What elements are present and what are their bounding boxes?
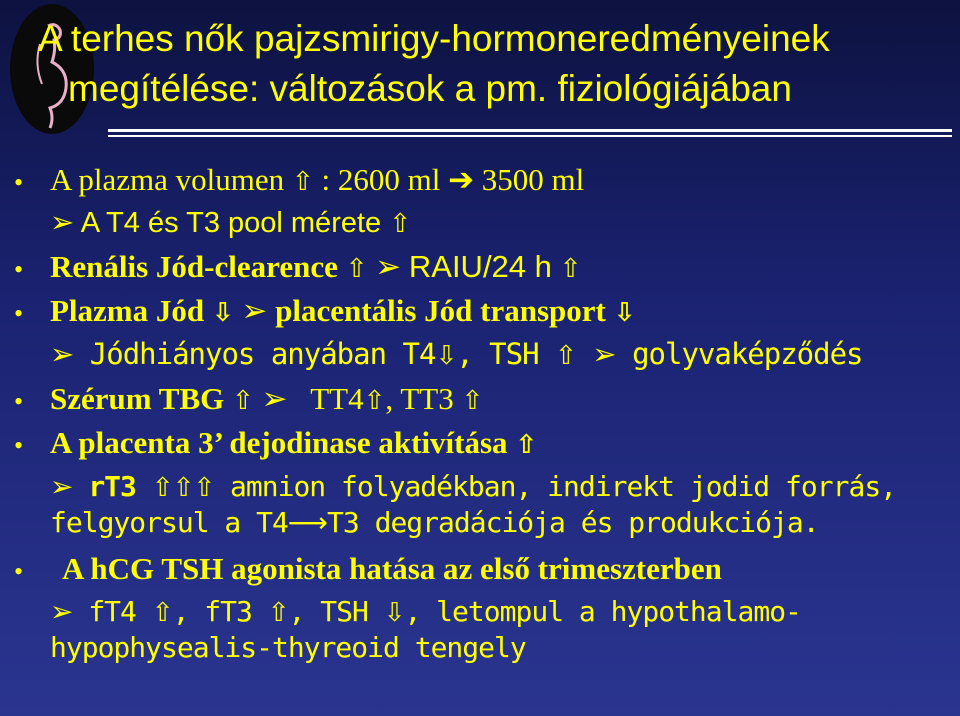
down-arrow-icon: ⇩: [435, 341, 457, 371]
list-item: A placenta 3’ dejodinase aktivítása ⇧: [50, 425, 538, 460]
arrow-right-icon: ➔: [448, 162, 475, 198]
down-arrow-icon: ⇩: [383, 598, 405, 628]
down-arrow-icon: ⇩: [613, 298, 636, 328]
up-arrow-icon: ⇧: [232, 386, 254, 416]
up-arrow-icon: ⇧: [291, 167, 314, 197]
up-arrow-icon: ⇧: [559, 254, 582, 284]
title-divider: [108, 129, 952, 140]
up-arrow-icon: ⇧: [363, 386, 386, 416]
bullet: •: [14, 387, 24, 416]
down-arrow-icon: ⇩: [211, 298, 234, 328]
pointer-icon: ➢: [50, 470, 73, 503]
bullet: •: [14, 557, 24, 586]
slide-title: [38, 14, 948, 114]
up-arrow-icon: ⇧: [151, 473, 173, 503]
pointer-icon: ➢: [50, 337, 74, 371]
up-arrow-icon: ⇧: [515, 430, 538, 460]
title-line-2: megítélése: változások a pm. fiziológiájában: [68, 68, 792, 109]
pointer-icon: ➢: [241, 293, 268, 329]
up-arrow-icon: ⇧: [555, 341, 576, 371]
up-arrow-icon: ⇧: [389, 209, 412, 239]
list-item: A hCG TSH agonista hatása az első trimeszterben: [62, 551, 722, 586]
up-arrow-icon: ⇧: [193, 473, 215, 503]
list-item: ➢ rT3 ⇧⇧⇧ amnion folyadékban, indirekt jodid forrás,: [50, 470, 897, 503]
list-item: ➢ fT4 ⇧, fT3 ⇧, TSH ⇩, letompul a hypothalamo-: [50, 595, 801, 628]
list-item-continuation: felgyorsul a T4⟶T3 degradációja és produkciója.: [50, 506, 819, 539]
pointer-icon: ➢: [261, 381, 288, 417]
long-arrow-icon: ⟶: [287, 506, 328, 539]
list-item: Renális Jód-clearence ⇧ ➢ RAIU/24 h ⇧: [50, 249, 582, 285]
pointer-icon: ➢: [50, 595, 73, 628]
title-line-1: A terhes nők pajzsmirigy-hormoneredményeinek: [38, 18, 830, 59]
bullet: •: [14, 168, 24, 197]
up-arrow-icon: ⇧: [461, 386, 484, 416]
list-item: Szérum TBG ⇧ ➢ TT4⇧, TT3 ⇧: [50, 381, 484, 417]
up-arrow-icon: ⇧: [172, 473, 194, 503]
bullet: •: [14, 299, 24, 328]
bullet: •: [14, 431, 24, 460]
bullet: •: [14, 255, 24, 284]
pointer-icon: ➢: [375, 249, 402, 285]
up-arrow-icon: ⇧: [345, 254, 368, 284]
up-arrow-icon: ⇧: [267, 598, 289, 628]
list-item-continuation: hypophysealis-thyreoid tengely: [50, 631, 526, 664]
list-item: Plazma Jód ⇩ ➢ placentális Jód transport ⇩: [50, 293, 636, 329]
list-item: ➢ Jódhiányos anyában T4⇩, TSH ⇧ ➢ golyvaképződés: [50, 337, 863, 371]
list-item: A plazma volumen ⇧ : 2600 ml ➔ 3500 ml: [50, 162, 585, 198]
pointer-icon: ➢: [592, 337, 616, 371]
list-item: ➢ A T4 és T3 pool mérete ⇧: [50, 205, 412, 239]
up-arrow-icon: ⇧: [151, 598, 173, 628]
pointer-icon: ➢: [50, 205, 75, 239]
